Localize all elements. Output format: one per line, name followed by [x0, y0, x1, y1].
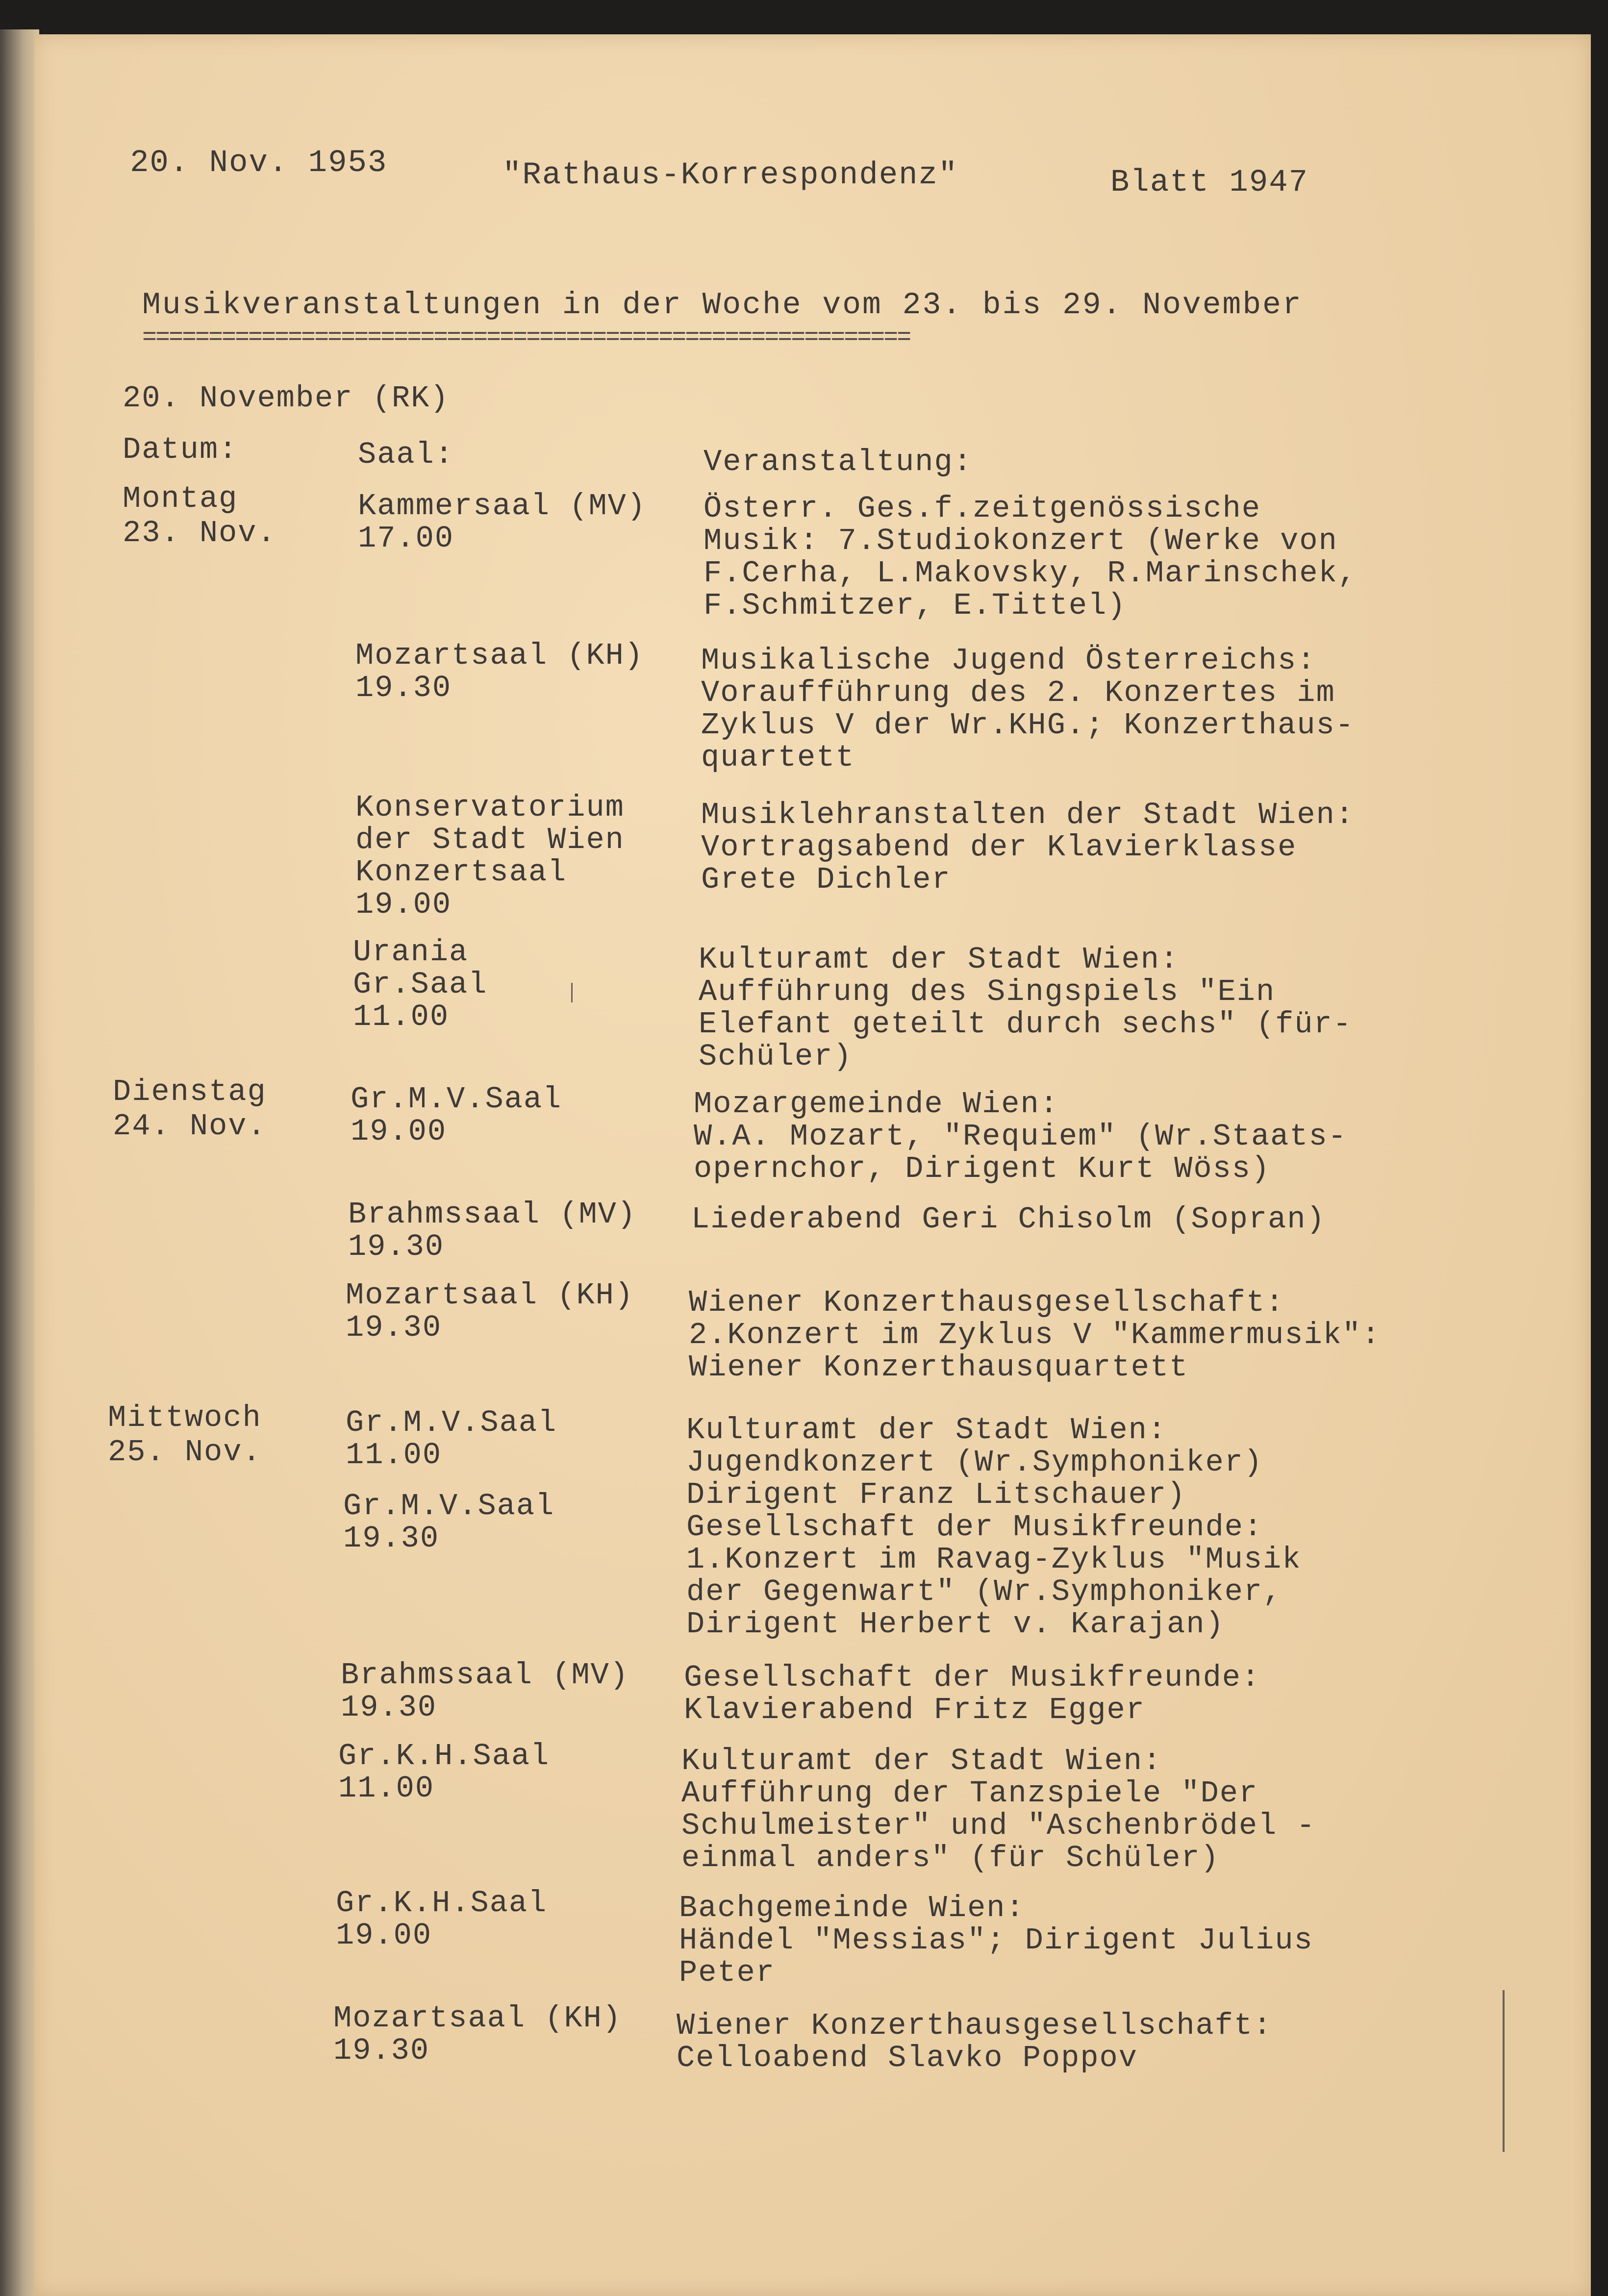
- hall-line: Gr.M.V.Saal: [351, 1082, 562, 1117]
- event-line: Aufführung des Singspiels "Ein: [699, 974, 1276, 1009]
- event-line: einmal anders" (für Schüler): [681, 1841, 1220, 1875]
- hall-line: Gr.M.V.Saal: [346, 1405, 557, 1440]
- hall-line: Urania: [353, 935, 469, 970]
- event-line: 2.Konzert im Zyklus V "Kammermusik":: [689, 1318, 1381, 1352]
- hall-line: Konzertsaal: [355, 855, 567, 890]
- hall-line: Gr.Saal: [353, 967, 488, 1002]
- event-line: Kulturamt der Stadt Wien:: [699, 942, 1180, 977]
- book-binding: [0, 29, 39, 2296]
- hall-time: 19.00: [355, 887, 452, 922]
- margin-pencil-mark: [1503, 1990, 1505, 2152]
- event-line: opernchor, Dirigent Kurt Wöss): [694, 1151, 1271, 1186]
- document-title: Musikveranstaltungen in der Woche vom 23. bis 29. November: [142, 288, 1303, 323]
- hall-time: 11.00: [346, 1438, 442, 1472]
- hall-time: 19.00: [336, 1918, 432, 1953]
- hall-line: Mozartsaal (KH): [333, 2001, 622, 2036]
- event-line: Aufführung der Tanzspiele "Der: [681, 1776, 1258, 1811]
- event-line: Liederabend Geri Chisolm (Sopran): [691, 1202, 1326, 1237]
- event-line: Celloabend Slavko Poppov: [677, 2041, 1138, 2075]
- day-date: 25. Nov.: [108, 1435, 262, 1470]
- event-line: Musik: 7.Studiokonzert (Werke von: [704, 524, 1338, 558]
- event-line: Händel "Messias"; Dirigent Julius: [679, 1923, 1313, 1958]
- event-line: Dirigent Franz Litschauer): [686, 1477, 1186, 1512]
- event-line: Vortragsabend der Klavierklasse: [701, 830, 1297, 865]
- hall-line: Gr.M.V.Saal: [343, 1489, 555, 1523]
- hall-time: 17.00: [358, 521, 454, 556]
- hall-line: Konservatorium: [355, 790, 625, 825]
- hall-time: 19.30: [343, 1521, 440, 1556]
- hall-line: Gr.K.H.Saal: [338, 1739, 550, 1773]
- day-label: Montag: [123, 481, 238, 516]
- hall-line: Mozartsaal (KH): [346, 1278, 634, 1313]
- header-sheet-number: Blatt 1947: [1110, 165, 1309, 200]
- event-line: Voraufführung des 2. Konzertes im: [701, 675, 1335, 710]
- hall-time: 19.30: [348, 1229, 445, 1264]
- event-line: Klavierabend Fritz Egger: [684, 1693, 1145, 1727]
- event-line: Peter: [679, 1955, 776, 1990]
- event-line: W.A. Mozart, "Requiem" (Wr.Staats-: [694, 1119, 1348, 1154]
- hall-time: 19.00: [351, 1114, 447, 1149]
- event-line: der Gegenwart" (Wr.Symphoniker,: [686, 1574, 1282, 1609]
- event-line: Schulmeister" und "Aschenbrödel -: [681, 1808, 1316, 1843]
- event-line: Kulturamt der Stadt Wien:: [681, 1744, 1162, 1778]
- event-line: Zyklus V der Wr.KHG.; Konzerthaus-: [701, 708, 1355, 743]
- day-label: Dienstag: [113, 1074, 267, 1109]
- event-line: F.Cerha, L.Makovsky, R.Marinschek,: [704, 556, 1357, 591]
- event-line: quartett: [701, 740, 855, 775]
- header-date: 20. Nov. 1953: [130, 146, 388, 181]
- event-line: Gesellschaft der Musikfreunde:: [686, 1510, 1263, 1545]
- event-line: Elefant geteilt durch sechs" (für-: [699, 1007, 1353, 1042]
- hall-time: 19.30: [355, 671, 452, 705]
- column-header-date: Datum:: [123, 432, 238, 467]
- event-line: Jugendkonzert (Wr.Symphoniker): [686, 1445, 1263, 1480]
- hall-line: Kammersaal (MV): [358, 489, 647, 524]
- event-line: Wiener Konzerthausgesellschaft:: [689, 1285, 1285, 1320]
- hall-line: Brahmssaal (MV): [348, 1197, 637, 1232]
- document-page: [34, 34, 1591, 2296]
- event-line: Schüler): [699, 1039, 853, 1074]
- event-line: Bachgemeinde Wien:: [679, 1891, 1025, 1925]
- event-line: Grete Dichler: [701, 862, 951, 897]
- hall-line: der Stadt Wien: [355, 823, 625, 857]
- hall-time: 11.00: [338, 1771, 435, 1806]
- hall-time: 11.00: [353, 999, 450, 1034]
- hall-time: 19.30: [333, 2033, 430, 2068]
- dateline: 20. November (RK): [123, 381, 450, 416]
- event-line: Musikalische Jugend Österreichs:: [701, 643, 1316, 678]
- event-line: Mozargemeinde Wien:: [694, 1087, 1059, 1122]
- event-line: Wiener Konzerthausquartett: [689, 1350, 1189, 1385]
- hall-time: 19.30: [341, 1690, 437, 1725]
- hall-line: Mozartsaal (KH): [355, 638, 644, 673]
- column-header-hall: Saal:: [358, 437, 454, 472]
- hall-time: 19.30: [346, 1310, 442, 1345]
- event-line: F.Schmitzer, E.Tittel): [704, 588, 1127, 623]
- event-line: Gesellschaft der Musikfreunde:: [684, 1660, 1261, 1695]
- event-line: Österr. Ges.f.zeitgenössische: [704, 491, 1261, 526]
- day-date: 24. Nov.: [113, 1109, 267, 1144]
- hall-line: Brahmssaal (MV): [341, 1658, 629, 1693]
- event-line: Dirigent Herbert v. Karajan): [686, 1607, 1225, 1642]
- hall-line: Gr.K.H.Saal: [336, 1886, 548, 1921]
- event-line: 1.Konzert im Ravag-Zyklus "Musik: [686, 1542, 1302, 1577]
- day-label: Mittwoch: [108, 1400, 262, 1435]
- title-underline: ==========================================================: [142, 328, 910, 348]
- event-line: Kulturamt der Stadt Wien:: [686, 1413, 1167, 1447]
- column-header-event: Veranstaltung:: [704, 445, 973, 479]
- event-line: Musiklehranstalten der Stadt Wien:: [701, 798, 1355, 832]
- stray-ink-mark: [571, 983, 573, 1002]
- event-line: Wiener Konzerthausgesellschaft:: [677, 2008, 1273, 2043]
- day-date: 23. Nov.: [123, 516, 276, 550]
- header-publication: "Rathaus-Korrespondenz": [502, 158, 958, 193]
